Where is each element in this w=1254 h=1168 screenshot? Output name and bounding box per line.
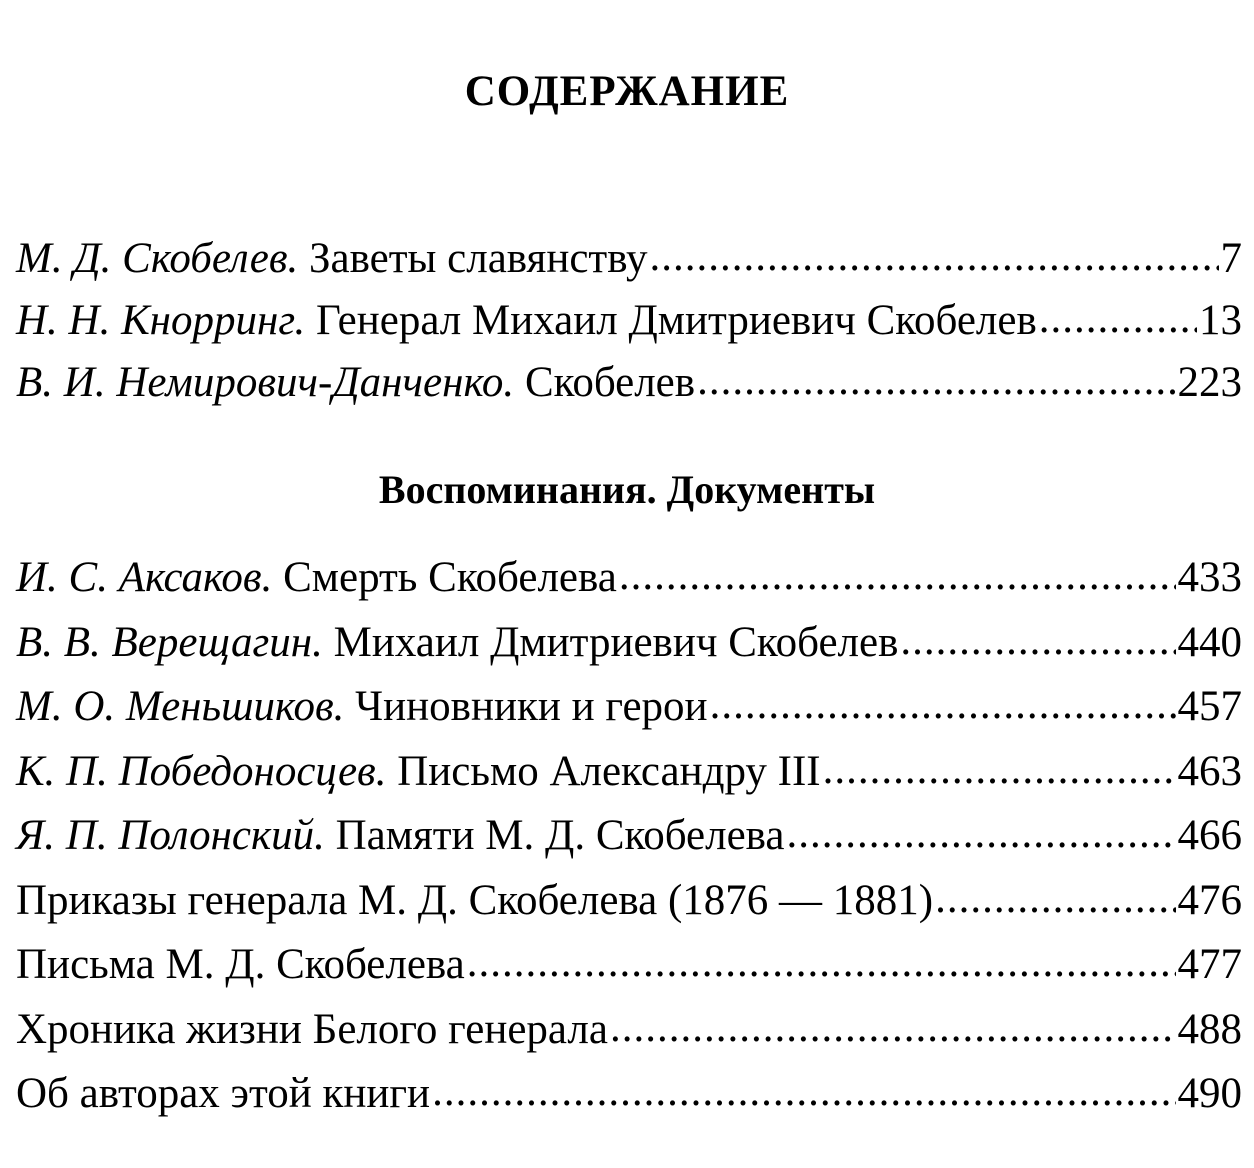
- entry-title: Хроника жизни Белого генерала: [16, 1005, 608, 1053]
- toc-entry: [16, 869, 1242, 934]
- entry-author: М. О. Меньшиков.: [16, 683, 345, 730]
- dot-leader: [900, 619, 1175, 662]
- entry-title: Чиновники и герои: [355, 683, 708, 730]
- toc-entry: [16, 804, 1242, 869]
- entry-page-number: 463: [1177, 747, 1242, 795]
- page-title: СОДЕРЖАНИЕ: [464, 68, 790, 115]
- entry-page-number: 477: [1177, 941, 1242, 988]
- entry-page-number: 13: [1199, 297, 1242, 344]
- entry-author: Я. П. Полонский.: [16, 812, 325, 859]
- toc-entry: [16, 933, 1242, 998]
- dot-leader: [823, 748, 1176, 791]
- toc-entry: [16, 228, 1242, 290]
- entry-page-number: 457: [1177, 683, 1242, 730]
- entry-page-number: 433: [1177, 554, 1242, 601]
- entry-title: Об авторах этой книги: [16, 1070, 431, 1117]
- toc-documents-list: [16, 546, 1242, 1127]
- entry-title: Скобелев: [524, 359, 696, 406]
- dot-leader: [1039, 297, 1197, 340]
- toc-entry: [16, 740, 1242, 805]
- dot-leader: [650, 235, 1219, 278]
- dot-leader: [467, 941, 1176, 984]
- entry-page-number: 488: [1177, 1005, 1242, 1053]
- toc-entry: [16, 352, 1242, 414]
- entry-page-number: 7: [1220, 235, 1242, 282]
- dot-leader: [710, 683, 1176, 726]
- toc-entry: [16, 611, 1242, 676]
- entry-author: В. И. Немирович-Данченко.: [16, 359, 515, 406]
- entry-author: В. В. Верещагин.: [16, 618, 323, 666]
- entry-title: Заветы славянству: [308, 235, 648, 282]
- entry-title: Письмо Александру III: [397, 747, 821, 795]
- toc-entry: [16, 546, 1242, 611]
- entry-title: Приказы генерала М. Д. Скобелева (1876 — 1881): [16, 876, 934, 924]
- entry-author: И. С. Аксаков.: [16, 554, 273, 601]
- entry-author: К. П. Победоносцев.: [16, 747, 387, 795]
- dot-leader: [432, 1070, 1175, 1113]
- entry-title: Письма М. Д. Скобелева: [16, 941, 465, 988]
- entry-title: Михаил Дмитриевич Скобелев: [333, 618, 899, 666]
- dot-leader: [610, 1006, 1176, 1049]
- entry-title: Смерть Скобелева: [283, 554, 617, 601]
- entry-title: Генерал Михаил Дмитриевич Скобелев: [316, 297, 1037, 344]
- entry-page-number: 223: [1177, 359, 1242, 406]
- entry-page-number: 476: [1177, 876, 1242, 924]
- toc-entry: [16, 998, 1242, 1063]
- entry-page-number: 440: [1177, 618, 1242, 666]
- dot-leader: [787, 812, 1176, 855]
- entry-author: М. Д. Скобелев.: [16, 235, 299, 282]
- entry-page-number: 466: [1177, 812, 1242, 859]
- toc-entry: [16, 1062, 1242, 1127]
- toc-main-list: [16, 228, 1242, 414]
- entry-author: Н. Н. Кнорринг.: [16, 297, 306, 344]
- dot-leader: [619, 554, 1176, 597]
- toc-entry: [16, 675, 1242, 740]
- entry-title: Памяти М. Д. Скобелева: [335, 812, 785, 859]
- dot-leader: [935, 877, 1175, 920]
- section-heading: Воспоминания. Документы: [378, 467, 876, 512]
- entry-page-number: 490: [1177, 1070, 1242, 1117]
- dot-leader: [697, 359, 1175, 402]
- toc-entry: [16, 290, 1242, 352]
